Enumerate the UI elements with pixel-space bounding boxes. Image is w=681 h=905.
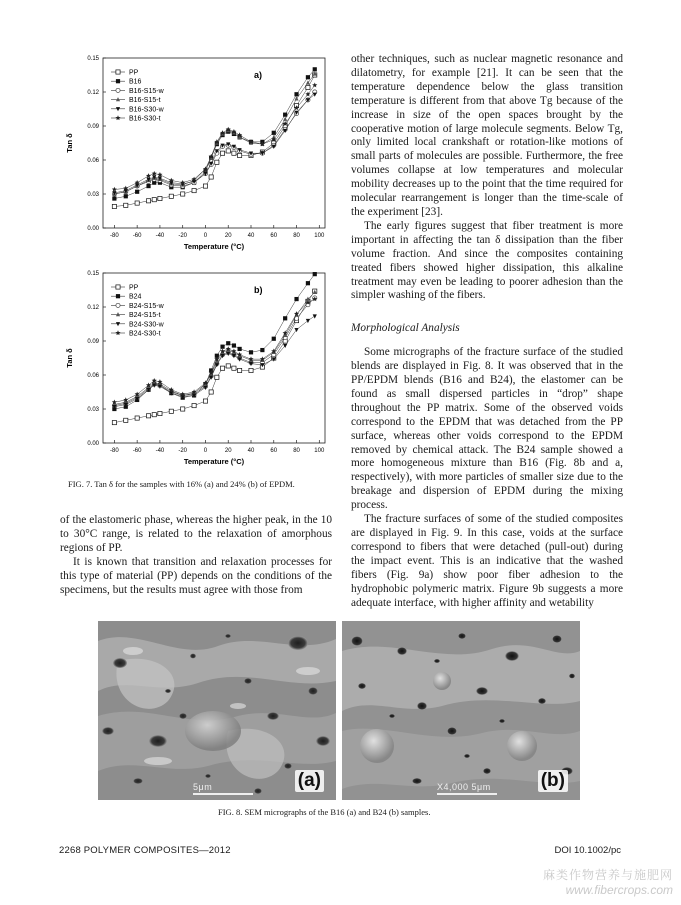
chart-a-data-point (146, 173, 151, 178)
chart-b-x-tick-label: 100 (314, 448, 325, 454)
chart-a-data-point (135, 201, 139, 205)
chart-b-data-point (209, 390, 213, 394)
sem-panel-label-a: (a) (295, 770, 324, 792)
chart-a-data-point (112, 196, 116, 200)
chart-b-y-tick-label: 0.00 (87, 441, 99, 448)
sem-b-scale: 5μm (471, 782, 491, 792)
right-paragraph-2: The early figures suggest that fiber treatment is more important in affecting the tan δ dissipation than the fiber volume fraction. And since the composites containing treated fibers showed higher dissipation, this alkaline treatment may even be leading to poorer adhesion than the simpler washing of the fibers. (351, 219, 623, 302)
chart-a-data-point (203, 184, 207, 188)
chart-a-data-point (158, 196, 162, 200)
chart-b-x-tick-label: 20 (224, 448, 232, 454)
chart-a-svg (55, 50, 335, 262)
chart-a-x-tick-label: 100 (314, 233, 325, 239)
chart-b-data-point (192, 404, 196, 408)
chart-a-data-point (157, 172, 162, 177)
chart-a-x-tick-label: 80 (293, 233, 300, 239)
watermark-url: www.fibercrops.com (565, 883, 673, 897)
chart-b-data-point (238, 347, 242, 351)
chart-b-data-point (313, 314, 317, 318)
chart-b-data-point (152, 413, 156, 417)
chart-b-data-point (146, 414, 150, 418)
chart-b-legend-marker (116, 322, 120, 326)
chart-b-legend (111, 285, 165, 338)
chart-b-data-point (238, 368, 242, 372)
chart-b-legend-label: B24 (129, 293, 142, 301)
chart-a-data-point (124, 203, 128, 207)
left-column (60, 514, 332, 597)
chart-b-y-tick-label: 0.09 (87, 339, 99, 346)
chart-b-legend-marker (116, 312, 120, 316)
chart-a-y-tick-label: 0.06 (87, 158, 99, 165)
chart-a-data-point (220, 151, 224, 155)
chart-b-x-tick-label: -40 (155, 448, 165, 454)
chart-b-y-tick-label: 0.15 (87, 271, 99, 278)
chart-a-y-tick-label: 0.12 (87, 90, 99, 97)
chart-a-data-point (312, 83, 317, 88)
chart-b-x-tick-label: -60 (132, 448, 142, 454)
chart-a-data-point (238, 153, 242, 157)
chart-a-x-tick-label: 0 (203, 233, 208, 239)
chart-a-x-tick-label: 20 (224, 233, 232, 239)
chart-a-y-axis-label: Tan δ (65, 133, 74, 153)
chart-a-data-point (272, 131, 276, 135)
chart-b-x-tick-label: -20 (178, 448, 188, 454)
watermark-chinese: 麻类作物营养与施肥网 (542, 868, 673, 882)
chart-b-data-point (294, 297, 298, 301)
chart-b-legend-marker (116, 303, 120, 307)
chart-b-legend-marker (116, 285, 120, 289)
sem-panel-label-b: (b) (538, 770, 568, 792)
chart-b-data-point (226, 364, 230, 368)
chart-a-data-point (152, 198, 156, 202)
chart-a-legend-label: PP (129, 69, 139, 77)
sem-micrograph-a (98, 621, 336, 800)
chart-a-data-point (313, 67, 317, 71)
chart-b-legend-label: B24-S15-w (129, 302, 164, 310)
chart-b-data-point (226, 341, 230, 345)
chart-a-data-point (192, 189, 196, 193)
chart-b-data-point (232, 366, 236, 370)
chart-b-data-point (272, 337, 276, 341)
chart-a-data-point (305, 92, 310, 97)
chart-b-data-point (158, 411, 162, 415)
chart-b-data-point (112, 421, 116, 425)
chart-b-data-point (124, 418, 128, 422)
chart-a-y-tick-label: 0.03 (87, 192, 99, 199)
chart-b-legend-label: B24-S30-w (129, 321, 164, 329)
watermark (543, 866, 673, 897)
chart-b-legend-label: B24-S15-t (129, 312, 161, 320)
chart-a-data-point (294, 92, 298, 96)
chart-a-legend-label: B16-S30-w (129, 106, 164, 114)
chart-a-data-point (112, 204, 116, 208)
chart-b-legend-label: B24-S30-t (129, 330, 161, 338)
figure-7-caption: FIG. 7. Tan δ for the samples with 16% (a) and 24% (b) of EPDM. (68, 479, 295, 489)
chart-b-data-point (306, 319, 310, 323)
chart-a-data-point (226, 149, 230, 153)
chart-a-legend-marker (116, 107, 120, 111)
chart-b-data-point (232, 343, 236, 347)
scale-bar-b (437, 793, 497, 795)
chart-a-legend-marker (115, 115, 120, 120)
chart-b-y-tick-label: 0.12 (87, 305, 99, 312)
chart-a-y-tick-label: 0.09 (87, 124, 99, 131)
chart-a-data-point (306, 85, 310, 89)
chart-a-x-tick-label: 40 (247, 233, 255, 239)
chart-b-data-point (249, 368, 253, 372)
chart-a-data-point (215, 160, 219, 164)
chart-a-data-point (146, 199, 150, 203)
chart-a-data-point (232, 151, 236, 155)
chart-a-legend-label: B16-S15-w (129, 87, 164, 95)
chart-a-data-point (146, 184, 150, 188)
chart-a-x-tick-label: 60 (270, 233, 278, 239)
chart-b-data-point (313, 272, 317, 276)
chart-a-x-tick-label: -40 (155, 233, 165, 239)
chart-b-data-point (306, 281, 310, 285)
right-paragraph-3: Some micrographs of the fracture surface of the studied blends are displayed in Fig. 8. It was observed that in the PP/EPDM blends (B16 and B24), the elastomer can be found as small dispersed particles in “drop” shape throughout the PP matrix. Some of the observed voids correspond to the EPDM that was detached from the PP surface, whereas other voids correspond to the EPDM removed by chemical attack. The B24 sample showed a more homogeneous mixture than B16 (Fig. 8b and a, respectively), with more particles of smaller size due to the breakage and dispersion of EPDM during the mixing process. (351, 346, 623, 512)
chart-a-legend-marker (116, 79, 120, 83)
tan-delta-chart-a (55, 50, 335, 262)
chart-b-y-tick-label: 0.06 (87, 373, 99, 380)
chart-b-data-point (283, 316, 287, 320)
chart-b-y-axis-label: Tan δ (65, 348, 74, 368)
chart-a-legend-label: B16-S15-t (129, 97, 161, 105)
chart-b-legend-marker (116, 294, 120, 298)
chart-b-data-point (294, 316, 298, 320)
chart-b-data-point (135, 416, 139, 420)
tan-delta-chart-b (55, 265, 335, 477)
scale-label-b (437, 782, 491, 792)
chart-a-data-point (209, 175, 213, 179)
chart-b-x-tick-label: -80 (110, 448, 119, 454)
chart-a-legend-label: B16-S30-t (129, 115, 161, 123)
section-heading-morphological: Morphological Analysis (351, 322, 460, 335)
right-paragraph-1: other techniques, such as nuclear magnetic resonance and dilatometry, for example [21]. It can be seen that the temperature dependence below the glass transition temperature is different from that above Tg because of the increase in size of the open spaces brought by the cooperative motion of large molecule segments. Below Tg, only limited local crankshaft or rotation-like motions of small parts of molecules are possible. Furthermore, the free volumes collapse at low temperatures and molecular mobility decreases up to the point that the time required for molecular rearrangement is longer than the time-scale of the experiment [23]. (351, 53, 623, 218)
chart-b-data-point (181, 407, 185, 411)
chart-a-data-point (152, 171, 157, 176)
left-paragraph-1: of the elastomeric phase, whereas the higher peak, in the 10 to 30°C range, is related to the relaxation of amorphous regions of PP. (60, 514, 332, 554)
chart-b-data-point (249, 350, 253, 354)
chart-a-legend-marker (116, 88, 120, 92)
chart-b-panel-label: b) (254, 285, 263, 295)
right-column (351, 53, 623, 610)
chart-a-data-point (181, 192, 185, 196)
chart-b-data-point (220, 345, 224, 349)
chart-a-data-point (124, 194, 128, 198)
chart-a-legend (111, 70, 165, 123)
chart-b-y-tick-label: 0.03 (87, 407, 99, 414)
chart-b-x-tick-label: 60 (270, 448, 278, 454)
chart-b-data-point (220, 366, 224, 370)
chart-a-data-point (169, 194, 173, 198)
chart-b-legend-marker (115, 330, 120, 335)
chart-b-data-point (260, 348, 264, 352)
chart-a-legend-marker (116, 70, 120, 74)
chart-b-data-point (215, 375, 219, 379)
chart-a-x-axis-label: Temperature (°C) (183, 242, 245, 251)
chart-b-legend-label: PP (129, 284, 139, 292)
chart-a-data-point (306, 75, 310, 79)
scale-label-a: 5μm (193, 782, 213, 792)
chart-a-y-tick-label: 0.00 (87, 226, 99, 233)
chart-b-x-tick-label: 80 (293, 448, 300, 454)
chart-a-x-tick-label: -20 (178, 233, 188, 239)
chart-a-legend-marker (116, 97, 120, 101)
scale-bar-a (193, 793, 253, 795)
chart-a-data-point (112, 187, 117, 192)
chart-b-svg (55, 265, 335, 477)
left-paragraph-2: It is known that transition and relaxation processes for this type of material (PP) depends on the conditions of the specimens, but the results must agree with those from (60, 555, 332, 596)
figure-8-caption: FIG. 8. SEM micrographs of the B16 (a) and B24 (b) samples. (218, 807, 431, 817)
page-footer-journal: 2268 POLYMER COMPOSITES—2012 (59, 845, 231, 856)
chart-b-x-axis-label: Temperature (°C) (183, 457, 245, 466)
chart-b-data-point (203, 399, 207, 403)
chart-a-x-tick-label: -60 (132, 233, 142, 239)
chart-b-x-tick-label: 0 (203, 448, 208, 454)
chart-a-panel-label: a) (254, 70, 263, 80)
sem-micrograph-b (342, 621, 580, 800)
chart-b-series-line (114, 291, 314, 422)
chart-b-data-point (169, 409, 173, 413)
page-footer-doi: DOI 10.1002/pc (554, 845, 621, 856)
chart-a-y-tick-label: 0.15 (87, 56, 99, 63)
chart-a-legend-label: B16 (129, 78, 142, 86)
right-paragraph-4: The fracture surfaces of some of the studied composites are displayed in Fig. 9. In this case, voids at the surface correspond to fibers that were detached (pull-out) during the impact event. This is an indicative that the washed fibers (Fig. 9a) show poor fiber adhesion to the hydrophobic polymeric matrix. Figure 9b suggests a more adequate interface, with higher affinity and wetability (351, 513, 623, 609)
chart-a-data-point (313, 93, 317, 97)
sem-b-magnification: X4,000 (437, 782, 469, 792)
chart-a-data-point (135, 190, 139, 194)
chart-a-x-tick-label: -80 (110, 233, 119, 239)
chart-b-x-tick-label: 40 (247, 448, 255, 454)
